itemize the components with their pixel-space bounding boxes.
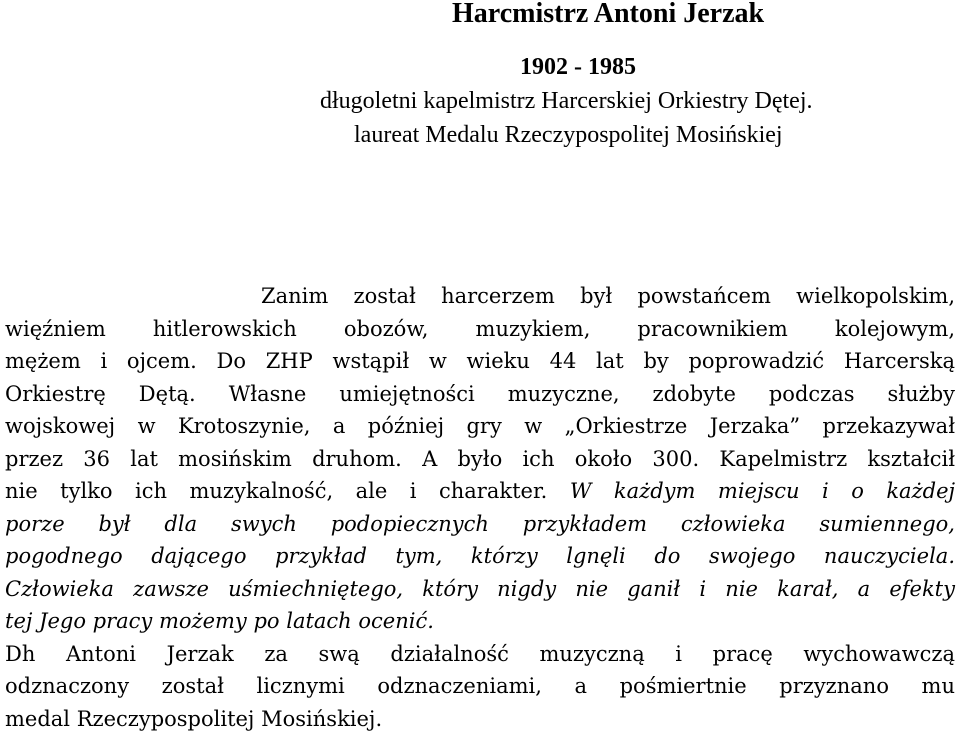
life-years: 1902 - 1985 — [520, 54, 636, 80]
text-segment: nie tylko ich muzykalność, ale i charakter. — [5, 479, 548, 503]
text-line: Dh Antoni Jerzak za swą działalność muzyczną i pracę wychowawczą — [5, 641, 955, 666]
text-line: medal Rzeczypospolitej Mosińskiej. — [5, 706, 383, 731]
text-line: wojskowej w Krotoszynie, a później gry w „Orkiestrze Jerzaka” przekazywał — [5, 414, 955, 438]
italic-text-line: porze był dla swych podopiecznych przykładem człowieka sumiennego, — [5, 511, 955, 536]
text-line: Zanim został harcerzem był powstańcem wielkopolskim, — [261, 284, 955, 308]
text-line — [5, 475, 955, 508]
award-line: laureat Medalu Rzeczypospolitej Mosińskiej — [354, 122, 783, 148]
text-line: Orkiestrę Dętą. Własne umiejętności muzyczne, zdobyte podczas służby — [5, 381, 955, 406]
text-line: odznaczony został licznymi odznaczeniami, a pośmiertnie przyznano mu — [5, 674, 955, 698]
italic-text-line: pogodnego dającego przykład tym, którzy lgnęli do swojego nauczyciela. — [5, 544, 955, 568]
italic-text-line: tej Jego pracy możemy po latach ocenić. — [5, 609, 434, 633]
text-line: mężem i ojcem. Do ZHP wstąpił w wieku 44 lat by poprowadzić Harcerską — [5, 349, 955, 373]
italic-text-segment: W każdym miejscu i o każdej — [569, 479, 956, 503]
text-line: więźniem hitlerowskich obozów, muzykiem, pracownikiem kolejowym, — [5, 316, 955, 341]
text-line: przez 36 lat mosińskim druhom. A było ich około 300. Kapelmistrz kształcił — [5, 446, 955, 471]
paragraph-2 — [5, 638, 955, 736]
paragraph-1 — [5, 280, 955, 638]
subtitle: długoletni kapelmistrz Harcerskiej Orkiestry Dętej. — [320, 88, 813, 114]
page-title: Harcmistrz Antoni Jerzak — [452, 0, 765, 29]
biography-text — [5, 280, 955, 735]
italic-text-line: Człowieka zawsze uśmiechniętego, który nigdy nie ganił i nie karał, a efekty — [5, 576, 955, 601]
